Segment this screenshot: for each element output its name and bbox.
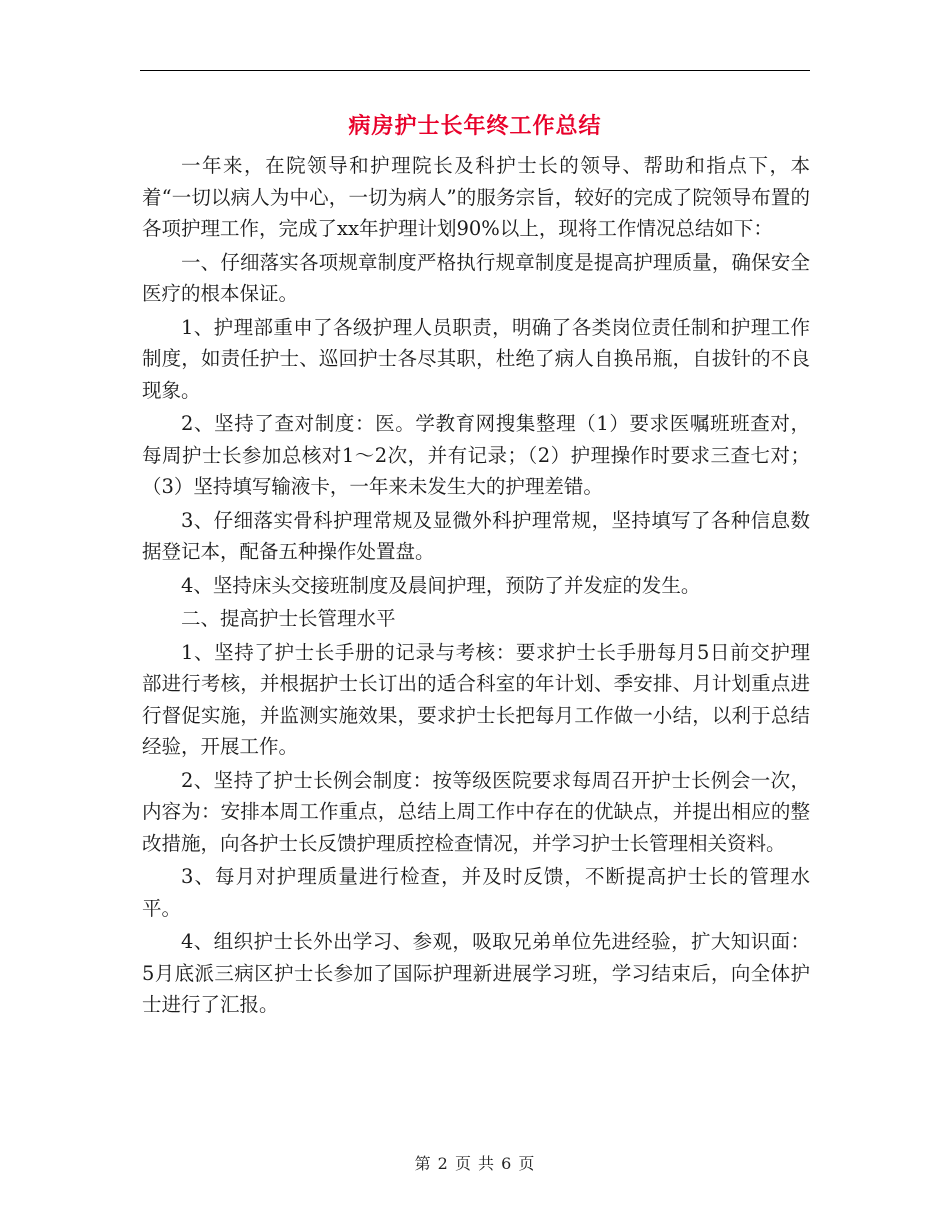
paragraph-intro: 一年来，在院领导和护理院长及科护士长的领导、帮助和指点下，本着“一切以病人为中心，一切为病人”的服务宗旨，较好的完成了院领导布置的各项护理工作，完成了xx年护理计划90%以上，现将工作情况总结如下： xyxy=(142,154,810,240)
paragraph-1-2: 2、坚持了查对制度：医。学教育网搜集整理（1）要求医嘱班班查对，每周护士长参加总核对1～2次，并有记录；（2）护理操作时要求三查七对；（3）坚持填写输液卡，一年来未发生大的护理差错。 xyxy=(142,412,810,498)
paragraph-section-1-heading: 一、仔细落实各项规章制度严格执行规章制度是提高护理质量，确保安全医疗的根本保证。 xyxy=(142,250,810,305)
paragraph-1-1: 1、护理部重申了各级护理人员职责，明确了各类岗位责任制和护理工作制度，如责任护士、巡回护士各尽其职，杜绝了病人自换吊瓶，自拔针的不良现象。 xyxy=(142,315,810,402)
paragraph-2-4: 4、组织护士长外出学习、参观，吸取兄弟单位先进经验，扩大知识面：5月底派三病区护士长参加了国际护理新进展学习班，学习结束后，向全体护士进行了汇报。 xyxy=(142,930,810,1016)
paragraph-2-1: 1、坚持了护士长手册的记录与考核：要求护士长手册每月5日前交护理部进行考核，并根据护士长订出的适合科室的年计划、季安排、月计划重点进行督促实施，并监测实施效果，要求护士长把每月工作做一小结，以利于总结经验，开展工作。 xyxy=(142,640,810,758)
document-body xyxy=(142,150,810,1023)
paragraph-1-3: 3、仔细落实骨科护理常规及显微外科护理常规，坚持填写了各种信息数据登记本，配备五种操作处置盘。 xyxy=(142,508,810,563)
paragraph-1-4: 4、坚持床头交接班制度及晨间护理，预防了并发症的发生。 xyxy=(181,573,701,597)
paragraph-section-2-heading: 二、提高护士长管理水平 xyxy=(181,607,396,630)
page-number-footer: 第 2 页 共 6 页 xyxy=(414,1154,536,1173)
paragraph-2-2: 2、坚持了护士长例会制度：按等级医院要求每周召开护士长例会一次，内容为：安排本周工作重点，总结上周工作中存在的优缺点，并提出相应的整改措施，向各护士长反馈护理质控检查情况，并学习护士长管理相关资料。 xyxy=(142,768,810,855)
header-rule xyxy=(140,70,810,71)
paragraph-2-3: 3、每月对护理质量进行检查，并及时反馈，不断提高护士长的管理水平。 xyxy=(142,865,810,920)
document-title: 病房护士长年终工作总结 xyxy=(348,114,602,139)
